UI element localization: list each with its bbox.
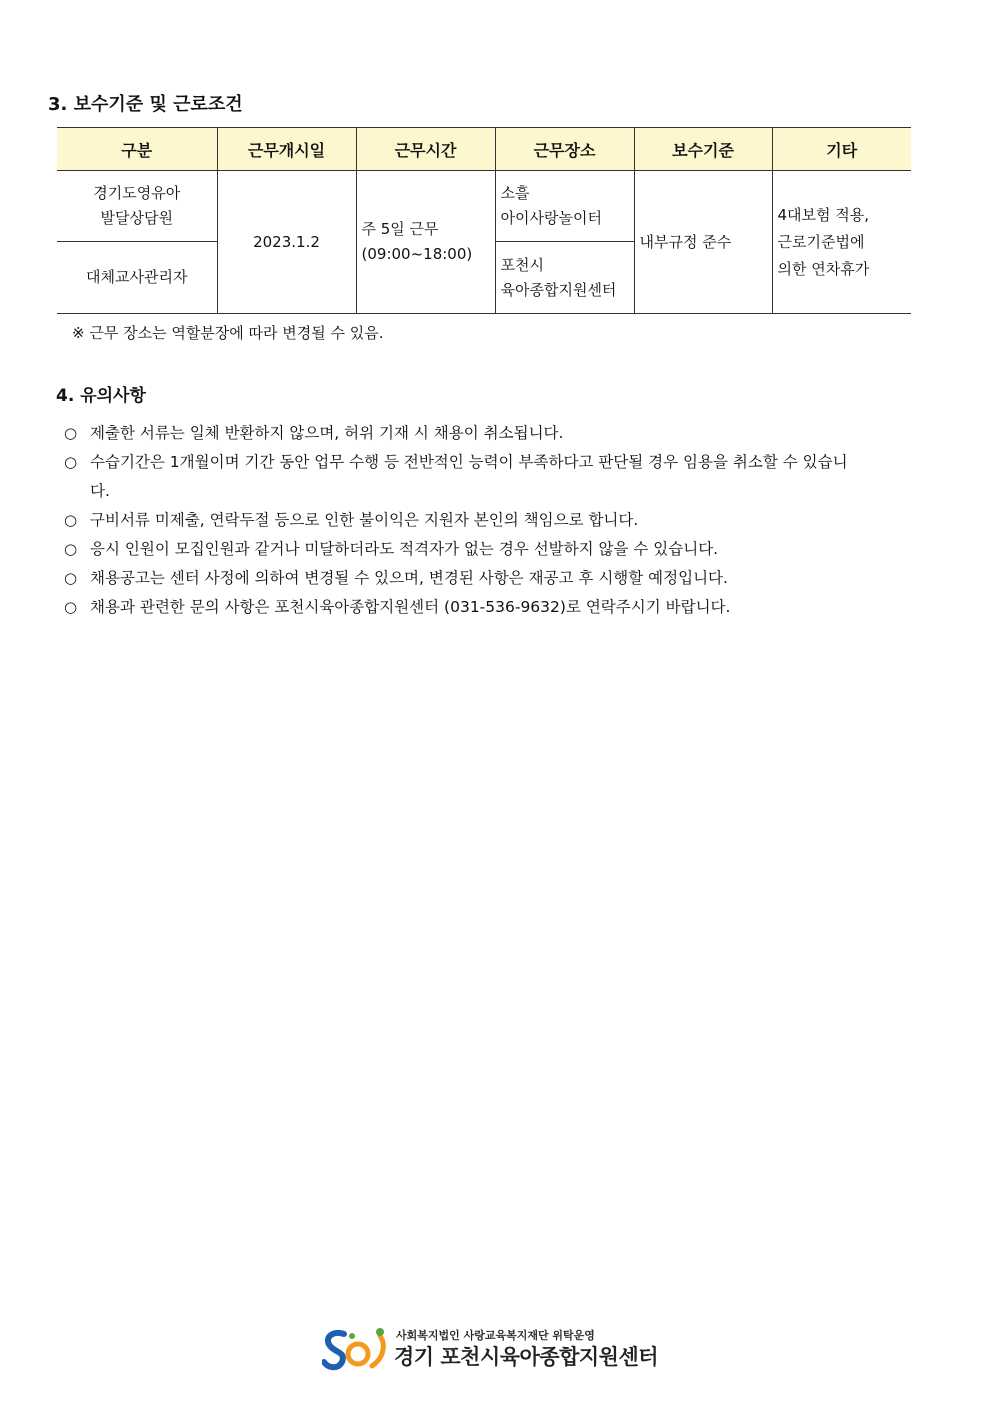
center-logo-icon [322, 1326, 388, 1372]
notice-text: 제출한 서류는 일체 반환하지 않으며, 허위 기재 시 채용이 취소됩니다. [90, 424, 564, 442]
cell-pay: 내부규정 준수 [634, 171, 772, 314]
footer-logo [322, 1324, 682, 1374]
notice-text: 채용공고는 센터 사정에 의하여 변경될 수 있으며, 변경된 사항은 재공고 후 시행할 예정입니다. [90, 569, 728, 587]
list-item [64, 419, 944, 448]
cell-etc: 4대보험 적용, 근로기준법에 의한 연차휴가 [772, 171, 911, 314]
list-item [64, 448, 944, 506]
cell-start-date: 2023.1.2 [217, 171, 356, 314]
circle-bullet-icon: ○ [64, 453, 78, 471]
circle-bullet-icon: ○ [64, 424, 78, 442]
section3-title: 3. 보수기준 및 근로조건 [48, 94, 243, 115]
header-etc: 기타 [772, 128, 911, 171]
header-work-hours: 근무시간 [356, 128, 495, 171]
footer-center-name: 경기 포천시육아종합지원센터 [394, 1345, 659, 1369]
header-pay: 보수기준 [634, 128, 772, 171]
notice-text: 수습기간은 1개월이며 기간 동안 업무 수행 등 전반적인 능력이 부족하다고 판단될 경우 임용을 취소할 수 있습니다. [90, 453, 848, 500]
notice-list [64, 419, 944, 622]
cell-place: 포천시 육아종합지원센터 [495, 242, 634, 314]
cell-place: 소흘 아이사랑놀이터 [495, 171, 634, 242]
list-item [64, 593, 944, 622]
circle-bullet-icon: ○ [64, 569, 78, 587]
list-item [64, 506, 944, 535]
circle-bullet-icon: ○ [64, 540, 78, 558]
list-item [64, 564, 944, 593]
notice-text: 구비서류 미제출, 연락두절 등으로 인한 불이익은 지원자 본인의 책임으로 합니다. [90, 511, 639, 529]
header-category: 구분 [57, 128, 217, 171]
circle-bullet-icon: ○ [64, 511, 78, 529]
list-item [64, 535, 944, 564]
notice-text: 채용과 관련한 문의 사항은 포천시육아종합지원센터 (031-536-9632)로 연락주시기 바랍니다. [90, 598, 731, 616]
cell-work-hours: 주 5일 근무 (09:00~18:00) [356, 171, 495, 314]
table-note: ※ 근무 장소는 역할분장에 따라 변경될 수 있음. [72, 324, 384, 342]
header-work-place: 근무장소 [495, 128, 634, 171]
work-conditions-table [57, 127, 911, 314]
header-start-date: 근무개시일 [217, 128, 356, 171]
footer-subtitle: 사회복지법인 사랑교육복지재단 위탁운영 [396, 1329, 595, 1342]
table-row [57, 171, 911, 242]
cell-category: 경기도영유아 발달상담원 [57, 171, 217, 242]
circle-bullet-icon: ○ [64, 598, 78, 616]
cell-category: 대체교사관리자 [57, 242, 217, 314]
notice-text: 응시 인원이 모집인원과 같거나 미달하더라도 적격자가 없는 경우 선발하지 않을 수 있습니다. [90, 540, 719, 558]
section4-title: 4. 유의사항 [56, 386, 146, 406]
table-header-row [57, 128, 911, 171]
